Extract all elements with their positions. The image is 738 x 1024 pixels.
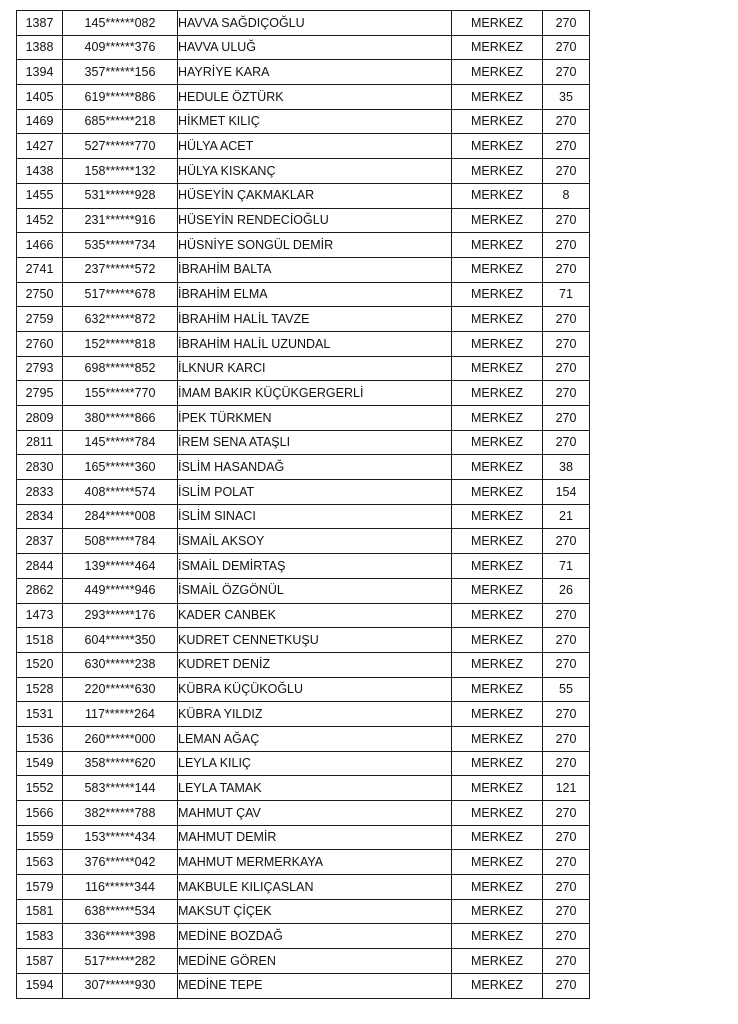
table-body [17, 11, 590, 999]
table-row [17, 183, 590, 208]
masked-id-number-cell: 630******238 [63, 652, 178, 677]
full-name-cell: HÜSNİYE SONGÜL DEMİR [178, 233, 452, 258]
row-number-cell: 2844 [17, 554, 63, 579]
region-cell: MERKEZ [452, 183, 543, 208]
masked-id-number-cell: 336******398 [63, 924, 178, 949]
row-number-cell: 2795 [17, 381, 63, 406]
row-number-cell: 1520 [17, 652, 63, 677]
table-row [17, 578, 590, 603]
full-name-cell: LEMAN AĞAÇ [178, 726, 452, 751]
region-cell: MERKEZ [452, 924, 543, 949]
masked-id-number-cell: 517******678 [63, 282, 178, 307]
region-cell: MERKEZ [452, 381, 543, 406]
region-cell: MERKEZ [452, 677, 543, 702]
masked-id-number-cell: 145******784 [63, 430, 178, 455]
masked-id-number-cell: 116******344 [63, 875, 178, 900]
amount-cell: 270 [543, 924, 590, 949]
amount-cell: 71 [543, 282, 590, 307]
table-row [17, 801, 590, 826]
table-row [17, 109, 590, 134]
table-row [17, 159, 590, 184]
amount-cell: 270 [543, 35, 590, 60]
row-number-cell: 1387 [17, 11, 63, 36]
row-number-cell: 1581 [17, 899, 63, 924]
full-name-cell: HÜSEYİN ÇAKMAKLAR [178, 183, 452, 208]
full-name-cell: HAVVA SAĞDIÇOĞLU [178, 11, 452, 36]
masked-id-number-cell: 632******872 [63, 307, 178, 332]
masked-id-number-cell: 284******008 [63, 504, 178, 529]
full-name-cell: İSMAİL AKSOY [178, 529, 452, 554]
full-name-cell: İPEK TÜRKMEN [178, 406, 452, 431]
amount-cell: 270 [543, 801, 590, 826]
amount-cell: 270 [543, 257, 590, 282]
amount-cell: 270 [543, 899, 590, 924]
beneficiary-table [16, 10, 590, 999]
masked-id-number-cell: 231******916 [63, 208, 178, 233]
row-number-cell: 1587 [17, 949, 63, 974]
masked-id-number-cell: 293******176 [63, 603, 178, 628]
amount-cell: 270 [543, 208, 590, 233]
full-name-cell: İBRAHİM ELMA [178, 282, 452, 307]
region-cell: MERKEZ [452, 406, 543, 431]
amount-cell: 270 [543, 702, 590, 727]
table-row [17, 825, 590, 850]
row-number-cell: 1594 [17, 973, 63, 998]
full-name-cell: İMAM BAKIR KÜÇÜKGERGERLİ [178, 381, 452, 406]
masked-id-number-cell: 307******930 [63, 973, 178, 998]
region-cell: MERKEZ [452, 282, 543, 307]
full-name-cell: İREM SENA ATAŞLI [178, 430, 452, 455]
table-row [17, 529, 590, 554]
region-cell: MERKEZ [452, 726, 543, 751]
region-cell: MERKEZ [452, 652, 543, 677]
amount-cell: 35 [543, 85, 590, 110]
region-cell: MERKEZ [452, 875, 543, 900]
row-number-cell: 1455 [17, 183, 63, 208]
region-cell: MERKEZ [452, 899, 543, 924]
full-name-cell: KUDRET CENNETKUŞU [178, 628, 452, 653]
full-name-cell: HÜSEYİN RENDECİOĞLU [178, 208, 452, 233]
full-name-cell: HAVVA ULUĞ [178, 35, 452, 60]
full-name-cell: KADER CANBEK [178, 603, 452, 628]
row-number-cell: 1405 [17, 85, 63, 110]
row-number-cell: 1566 [17, 801, 63, 826]
table-row [17, 504, 590, 529]
region-cell: MERKEZ [452, 578, 543, 603]
amount-cell: 270 [543, 11, 590, 36]
region-cell: MERKEZ [452, 554, 543, 579]
table-row [17, 134, 590, 159]
row-number-cell: 2750 [17, 282, 63, 307]
row-number-cell: 2837 [17, 529, 63, 554]
masked-id-number-cell: 517******282 [63, 949, 178, 974]
row-number-cell: 1531 [17, 702, 63, 727]
region-cell: MERKEZ [452, 307, 543, 332]
amount-cell: 38 [543, 455, 590, 480]
full-name-cell: MAHMUT MERMERKAYA [178, 850, 452, 875]
full-name-cell: MAKSUT ÇİÇEK [178, 899, 452, 924]
full-name-cell: İBRAHİM HALİL TAVZE [178, 307, 452, 332]
amount-cell: 270 [543, 973, 590, 998]
region-cell: MERKEZ [452, 159, 543, 184]
table-row [17, 381, 590, 406]
row-number-cell: 1583 [17, 924, 63, 949]
row-number-cell: 2741 [17, 257, 63, 282]
table-row [17, 406, 590, 431]
masked-id-number-cell: 153******434 [63, 825, 178, 850]
full-name-cell: İBRAHİM BALTA [178, 257, 452, 282]
table-row [17, 233, 590, 258]
table-row [17, 702, 590, 727]
masked-id-number-cell: 619******886 [63, 85, 178, 110]
table-row [17, 603, 590, 628]
masked-id-number-cell: 409******376 [63, 35, 178, 60]
row-number-cell: 1466 [17, 233, 63, 258]
region-cell: MERKEZ [452, 480, 543, 505]
full-name-cell: HÜLYA KISKANÇ [178, 159, 452, 184]
masked-id-number-cell: 698******852 [63, 356, 178, 381]
row-number-cell: 2833 [17, 480, 63, 505]
masked-id-number-cell: 158******132 [63, 159, 178, 184]
amount-cell: 8 [543, 183, 590, 208]
masked-id-number-cell: 604******350 [63, 628, 178, 653]
table-row [17, 282, 590, 307]
amount-cell: 21 [543, 504, 590, 529]
full-name-cell: HEDULE ÖZTÜRK [178, 85, 452, 110]
region-cell: MERKEZ [452, 109, 543, 134]
amount-cell: 270 [543, 751, 590, 776]
region-cell: MERKEZ [452, 850, 543, 875]
table-row [17, 430, 590, 455]
table-row [17, 257, 590, 282]
row-number-cell: 1549 [17, 751, 63, 776]
region-cell: MERKEZ [452, 430, 543, 455]
full-name-cell: MEDİNE BOZDAĞ [178, 924, 452, 949]
row-number-cell: 1394 [17, 60, 63, 85]
region-cell: MERKEZ [452, 208, 543, 233]
full-name-cell: KÜBRA YILDIZ [178, 702, 452, 727]
table-row [17, 554, 590, 579]
region-cell: MERKEZ [452, 825, 543, 850]
region-cell: MERKEZ [452, 134, 543, 159]
amount-cell: 270 [543, 356, 590, 381]
row-number-cell: 1427 [17, 134, 63, 159]
masked-id-number-cell: 449******946 [63, 578, 178, 603]
full-name-cell: İSLİM HASANDAĞ [178, 455, 452, 480]
region-cell: MERKEZ [452, 35, 543, 60]
amount-cell: 270 [543, 628, 590, 653]
full-name-cell: MAKBULE KILIÇASLAN [178, 875, 452, 900]
masked-id-number-cell: 380******866 [63, 406, 178, 431]
amount-cell: 270 [543, 381, 590, 406]
row-number-cell: 2793 [17, 356, 63, 381]
table-row [17, 677, 590, 702]
full-name-cell: İLKNUR KARCI [178, 356, 452, 381]
region-cell: MERKEZ [452, 529, 543, 554]
masked-id-number-cell: 376******042 [63, 850, 178, 875]
amount-cell: 270 [543, 850, 590, 875]
row-number-cell: 2834 [17, 504, 63, 529]
row-number-cell: 1559 [17, 825, 63, 850]
region-cell: MERKEZ [452, 801, 543, 826]
row-number-cell: 2760 [17, 331, 63, 356]
masked-id-number-cell: 260******000 [63, 726, 178, 751]
row-number-cell: 2862 [17, 578, 63, 603]
amount-cell: 154 [543, 480, 590, 505]
masked-id-number-cell: 508******784 [63, 529, 178, 554]
amount-cell: 270 [543, 603, 590, 628]
table-row [17, 726, 590, 751]
table-row [17, 331, 590, 356]
full-name-cell: HAYRİYE KARA [178, 60, 452, 85]
amount-cell: 270 [543, 430, 590, 455]
masked-id-number-cell: 139******464 [63, 554, 178, 579]
region-cell: MERKEZ [452, 603, 543, 628]
region-cell: MERKEZ [452, 504, 543, 529]
amount-cell: 71 [543, 554, 590, 579]
amount-cell: 270 [543, 307, 590, 332]
amount-cell: 270 [543, 233, 590, 258]
masked-id-number-cell: 357******156 [63, 60, 178, 85]
table-row [17, 307, 590, 332]
region-cell: MERKEZ [452, 257, 543, 282]
table-row [17, 60, 590, 85]
masked-id-number-cell: 220******630 [63, 677, 178, 702]
table-row [17, 949, 590, 974]
row-number-cell: 2759 [17, 307, 63, 332]
table-row [17, 652, 590, 677]
amount-cell: 55 [543, 677, 590, 702]
amount-cell: 121 [543, 776, 590, 801]
masked-id-number-cell: 117******264 [63, 702, 178, 727]
table-row [17, 850, 590, 875]
full-name-cell: KÜBRA KÜÇÜKOĞLU [178, 677, 452, 702]
amount-cell: 270 [543, 331, 590, 356]
amount-cell: 270 [543, 652, 590, 677]
masked-id-number-cell: 145******082 [63, 11, 178, 36]
masked-id-number-cell: 358******620 [63, 751, 178, 776]
region-cell: MERKEZ [452, 356, 543, 381]
region-cell: MERKEZ [452, 60, 543, 85]
amount-cell: 270 [543, 825, 590, 850]
region-cell: MERKEZ [452, 455, 543, 480]
region-cell: MERKEZ [452, 949, 543, 974]
row-number-cell: 1528 [17, 677, 63, 702]
full-name-cell: İSLİM SINACI [178, 504, 452, 529]
masked-id-number-cell: 152******818 [63, 331, 178, 356]
masked-id-number-cell: 382******788 [63, 801, 178, 826]
amount-cell: 270 [543, 406, 590, 431]
masked-id-number-cell: 685******218 [63, 109, 178, 134]
table-row [17, 924, 590, 949]
table-row [17, 899, 590, 924]
table-row [17, 85, 590, 110]
table-row [17, 455, 590, 480]
region-cell: MERKEZ [452, 702, 543, 727]
full-name-cell: İBRAHİM HALİL UZUNDAL [178, 331, 452, 356]
row-number-cell: 1552 [17, 776, 63, 801]
table-row [17, 35, 590, 60]
amount-cell: 270 [543, 529, 590, 554]
region-cell: MERKEZ [452, 628, 543, 653]
row-number-cell: 1452 [17, 208, 63, 233]
region-cell: MERKEZ [452, 233, 543, 258]
row-number-cell: 1563 [17, 850, 63, 875]
table-row [17, 11, 590, 36]
row-number-cell: 1469 [17, 109, 63, 134]
amount-cell: 270 [543, 875, 590, 900]
full-name-cell: LEYLA KILIÇ [178, 751, 452, 776]
row-number-cell: 1536 [17, 726, 63, 751]
row-number-cell: 1473 [17, 603, 63, 628]
amount-cell: 270 [543, 726, 590, 751]
region-cell: MERKEZ [452, 331, 543, 356]
table-row [17, 356, 590, 381]
masked-id-number-cell: 531******928 [63, 183, 178, 208]
table-row [17, 776, 590, 801]
table-row [17, 973, 590, 998]
masked-id-number-cell: 237******572 [63, 257, 178, 282]
masked-id-number-cell: 535******734 [63, 233, 178, 258]
region-cell: MERKEZ [452, 85, 543, 110]
row-number-cell: 1579 [17, 875, 63, 900]
full-name-cell: MEDİNE TEPE [178, 973, 452, 998]
amount-cell: 270 [543, 159, 590, 184]
row-number-cell: 2811 [17, 430, 63, 455]
full-name-cell: İSMAİL DEMİRTAŞ [178, 554, 452, 579]
masked-id-number-cell: 155******770 [63, 381, 178, 406]
table-row [17, 480, 590, 505]
full-name-cell: İSLİM POLAT [178, 480, 452, 505]
amount-cell: 26 [543, 578, 590, 603]
full-name-cell: İSMAİL ÖZGÖNÜL [178, 578, 452, 603]
masked-id-number-cell: 165******360 [63, 455, 178, 480]
region-cell: MERKEZ [452, 776, 543, 801]
full-name-cell: HİKMET KILIÇ [178, 109, 452, 134]
amount-cell: 270 [543, 109, 590, 134]
table-row [17, 875, 590, 900]
amount-cell: 270 [543, 134, 590, 159]
masked-id-number-cell: 638******534 [63, 899, 178, 924]
region-cell: MERKEZ [452, 973, 543, 998]
table-row [17, 628, 590, 653]
row-number-cell: 2809 [17, 406, 63, 431]
full-name-cell: MEDİNE GÖREN [178, 949, 452, 974]
full-name-cell: LEYLA TAMAK [178, 776, 452, 801]
full-name-cell: MAHMUT ÇAV [178, 801, 452, 826]
full-name-cell: MAHMUT DEMİR [178, 825, 452, 850]
region-cell: MERKEZ [452, 751, 543, 776]
masked-id-number-cell: 583******144 [63, 776, 178, 801]
amount-cell: 270 [543, 60, 590, 85]
masked-id-number-cell: 527******770 [63, 134, 178, 159]
row-number-cell: 1388 [17, 35, 63, 60]
row-number-cell: 1438 [17, 159, 63, 184]
row-number-cell: 2830 [17, 455, 63, 480]
full-name-cell: HÜLYA ACET [178, 134, 452, 159]
table-row [17, 208, 590, 233]
masked-id-number-cell: 408******574 [63, 480, 178, 505]
table-row [17, 751, 590, 776]
region-cell: MERKEZ [452, 11, 543, 36]
row-number-cell: 1518 [17, 628, 63, 653]
full-name-cell: KUDRET DENİZ [178, 652, 452, 677]
amount-cell: 270 [543, 949, 590, 974]
